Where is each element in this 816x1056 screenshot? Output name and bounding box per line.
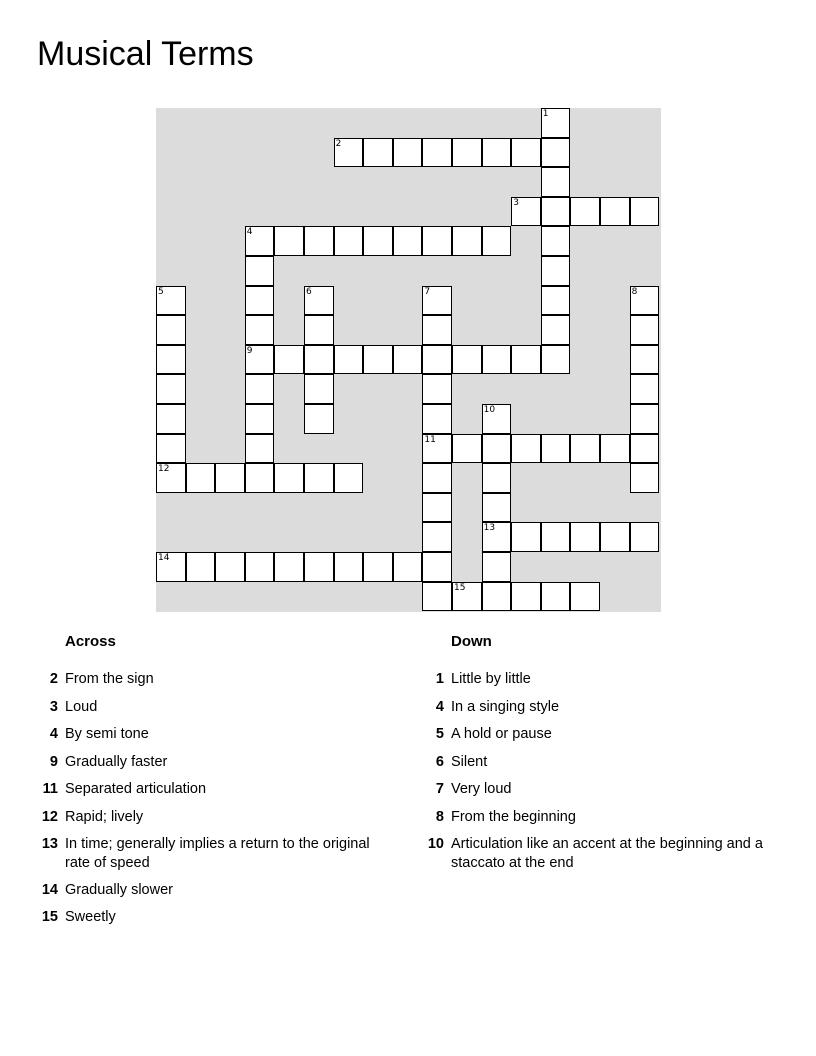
grid-cell[interactable]	[511, 522, 541, 552]
grid-cell[interactable]	[245, 256, 275, 286]
grid-cell[interactable]	[630, 463, 660, 493]
grid-cell[interactable]	[393, 345, 423, 375]
grid-cell[interactable]	[482, 345, 512, 375]
grid-cell[interactable]	[393, 552, 423, 582]
grid-cell[interactable]	[274, 226, 304, 256]
grid-cell[interactable]	[541, 522, 571, 552]
grid-cell[interactable]	[422, 552, 452, 582]
grid-cell[interactable]	[215, 463, 245, 493]
grid-cell[interactable]	[541, 315, 571, 345]
clue-number: 15	[41, 909, 58, 925]
grid-cell[interactable]	[541, 197, 571, 227]
grid-cell[interactable]	[541, 434, 571, 464]
grid-cell[interactable]	[245, 552, 275, 582]
grid-cell[interactable]	[511, 434, 541, 464]
grid-cell[interactable]	[363, 552, 393, 582]
clue-text: Silent	[451, 754, 488, 770]
grid-cell[interactable]	[334, 138, 364, 168]
grid-cell[interactable]	[511, 138, 541, 168]
grid-cell[interactable]	[304, 463, 334, 493]
grid-cell[interactable]	[245, 345, 275, 375]
grid-cell[interactable]	[393, 138, 423, 168]
grid-cell[interactable]	[156, 345, 186, 375]
grid-cell[interactable]	[541, 138, 571, 168]
grid-cell[interactable]	[570, 434, 600, 464]
grid-cell[interactable]	[422, 286, 452, 316]
crossword-grid	[156, 108, 661, 612]
grid-cell[interactable]	[482, 463, 512, 493]
grid-cell[interactable]	[482, 522, 512, 552]
clue-number: 10	[427, 836, 444, 852]
clue-number: 9	[49, 754, 58, 770]
clue-number: 2	[49, 671, 58, 687]
grid-cell[interactable]	[541, 108, 571, 138]
grid-cell[interactable]	[422, 404, 452, 434]
clue-text: Little by little	[451, 671, 531, 687]
grid-cell[interactable]	[304, 286, 334, 316]
grid-cell[interactable]	[304, 404, 334, 434]
clue-number: 12	[41, 809, 58, 825]
cell-number: 15	[454, 582, 466, 593]
grid-cell[interactable]	[156, 463, 186, 493]
clue-number: 13	[41, 836, 58, 852]
grid-cell[interactable]	[393, 226, 423, 256]
across-heading: Across	[65, 633, 116, 650]
cell-number: 1	[542, 109, 549, 119]
grid-cell[interactable]	[334, 345, 364, 375]
grid-cell[interactable]	[630, 345, 660, 375]
grid-cell[interactable]	[186, 463, 216, 493]
grid-cell[interactable]	[630, 374, 660, 404]
grid-cell[interactable]	[630, 197, 660, 227]
clue-text: By semi tone	[65, 726, 149, 742]
clue-text: Sweetly	[65, 909, 116, 925]
grid-cell[interactable]	[245, 226, 275, 256]
cell-number: 10	[483, 405, 496, 415]
cell-number: 13	[483, 523, 496, 534]
grid-cell[interactable]	[334, 226, 364, 256]
clue-number: 8	[435, 809, 444, 825]
clue-text: A hold or pause	[451, 726, 552, 742]
grid-cell[interactable]	[334, 552, 364, 582]
cell-number: 7	[424, 286, 431, 297]
grid-cell[interactable]	[422, 582, 452, 612]
grid-cell[interactable]	[363, 345, 393, 375]
clue-text: Gradually faster	[65, 754, 168, 770]
grid-cell[interactable]	[452, 582, 482, 612]
clue-text: In time; generally implies a return to the original rate of speed	[65, 836, 370, 871]
cell-number: 14	[158, 553, 170, 563]
grid-cell[interactable]	[600, 522, 630, 552]
grid-cell[interactable]	[274, 463, 304, 493]
cell-number: 6	[306, 286, 312, 297]
grid-cell[interactable]	[304, 345, 334, 375]
grid-cell[interactable]	[422, 463, 452, 493]
grid-cell[interactable]	[363, 138, 393, 168]
grid-cell[interactable]	[541, 167, 571, 197]
clue-number: 7	[435, 781, 444, 797]
grid-cell[interactable]	[422, 522, 452, 552]
clue-text: Gradually slower	[65, 882, 173, 898]
grid-cell[interactable]	[304, 552, 334, 582]
down-heading: Down	[451, 633, 492, 650]
clue-text: From the beginning	[451, 809, 576, 825]
cell-number: 3	[513, 197, 519, 208]
grid-cell[interactable]	[156, 434, 186, 464]
clue-number: 11	[42, 781, 58, 797]
grid-cell[interactable]	[245, 463, 275, 493]
cell-number: 8	[631, 286, 638, 297]
grid-cell[interactable]	[334, 463, 364, 493]
grid-cell[interactable]	[186, 552, 216, 582]
grid-cell[interactable]	[156, 315, 186, 345]
grid-cell[interactable]	[452, 345, 482, 375]
clue-text: Loud	[65, 699, 98, 715]
grid-cell[interactable]	[245, 404, 275, 434]
grid-cell[interactable]	[630, 434, 660, 464]
clue-number: 4	[435, 699, 444, 715]
grid-cell[interactable]	[245, 286, 275, 316]
grid-cell[interactable]	[541, 582, 571, 612]
grid-cell[interactable]	[156, 404, 186, 434]
grid-cell[interactable]	[482, 226, 512, 256]
grid-cell[interactable]	[422, 315, 452, 345]
grid-cell[interactable]	[304, 315, 334, 345]
grid-cell[interactable]	[630, 404, 660, 434]
grid-cell[interactable]	[452, 434, 482, 464]
grid-cell[interactable]	[482, 493, 512, 523]
cell-number: 2	[335, 138, 342, 149]
grid-cell[interactable]	[245, 315, 275, 345]
grid-cell[interactable]	[482, 552, 512, 582]
cell-number: 9	[246, 345, 253, 356]
grid-cell[interactable]	[422, 493, 452, 523]
grid-cell[interactable]	[600, 434, 630, 464]
grid-cell[interactable]	[422, 345, 452, 375]
clue-number: 6	[435, 754, 444, 770]
clue-number: 5	[435, 726, 444, 742]
grid-cell[interactable]	[482, 404, 512, 434]
grid-cell[interactable]	[482, 582, 512, 612]
clue-text: Articulation like an accent at the beginning and a staccato at the end	[451, 836, 763, 871]
grid-cell[interactable]	[511, 582, 541, 612]
clue-text: Very loud	[451, 781, 512, 797]
grid-cell[interactable]	[274, 345, 304, 375]
grid-cell[interactable]	[541, 226, 571, 256]
grid-cell[interactable]	[482, 138, 512, 168]
grid-cell[interactable]	[452, 226, 482, 256]
clue-number: 3	[49, 699, 58, 715]
grid-cell[interactable]	[452, 138, 482, 168]
grid-cell[interactable]	[422, 374, 452, 404]
grid-cell[interactable]	[274, 552, 304, 582]
clue-number: 14	[41, 882, 58, 898]
grid-cell[interactable]	[215, 552, 245, 582]
clue-text: From the sign	[65, 671, 154, 687]
grid-cell[interactable]	[600, 197, 630, 227]
grid-cell[interactable]	[570, 522, 600, 552]
grid-cell[interactable]	[422, 138, 452, 168]
grid-cell[interactable]	[304, 226, 334, 256]
grid-cell[interactable]	[422, 434, 452, 464]
grid-cell[interactable]	[156, 286, 186, 316]
grid-cell[interactable]	[363, 226, 393, 256]
grid-cell[interactable]	[541, 256, 571, 286]
cell-number: 4	[246, 227, 253, 238]
page-title: Musical Terms	[37, 35, 254, 73]
grid-cell[interactable]	[630, 522, 660, 552]
cell-number: 11	[424, 434, 436, 445]
clue-number: 1	[435, 671, 444, 687]
grid-cell[interactable]	[630, 286, 660, 316]
grid-cell[interactable]	[422, 226, 452, 256]
grid-cell[interactable]	[511, 197, 541, 227]
grid-cell[interactable]	[156, 374, 186, 404]
grid-cell[interactable]	[304, 374, 334, 404]
clue-text: Separated articulation	[65, 781, 207, 797]
grid-cell[interactable]	[156, 552, 186, 582]
grid-cell[interactable]	[541, 286, 571, 316]
cell-number: 12	[158, 464, 170, 475]
grid-cell[interactable]	[570, 197, 600, 227]
clue-text: In a singing style	[451, 699, 560, 715]
grid-cell[interactable]	[482, 434, 512, 464]
grid-cell[interactable]	[511, 345, 541, 375]
grid-cell[interactable]	[630, 315, 660, 345]
clue-text: Rapid; lively	[65, 809, 144, 825]
clue-number: 4	[49, 726, 58, 742]
grid-cell[interactable]	[541, 345, 571, 375]
grid-cell[interactable]	[570, 582, 600, 612]
cell-number: 5	[158, 286, 164, 297]
grid-cell[interactable]	[245, 374, 275, 404]
grid-cell[interactable]	[245, 434, 275, 464]
